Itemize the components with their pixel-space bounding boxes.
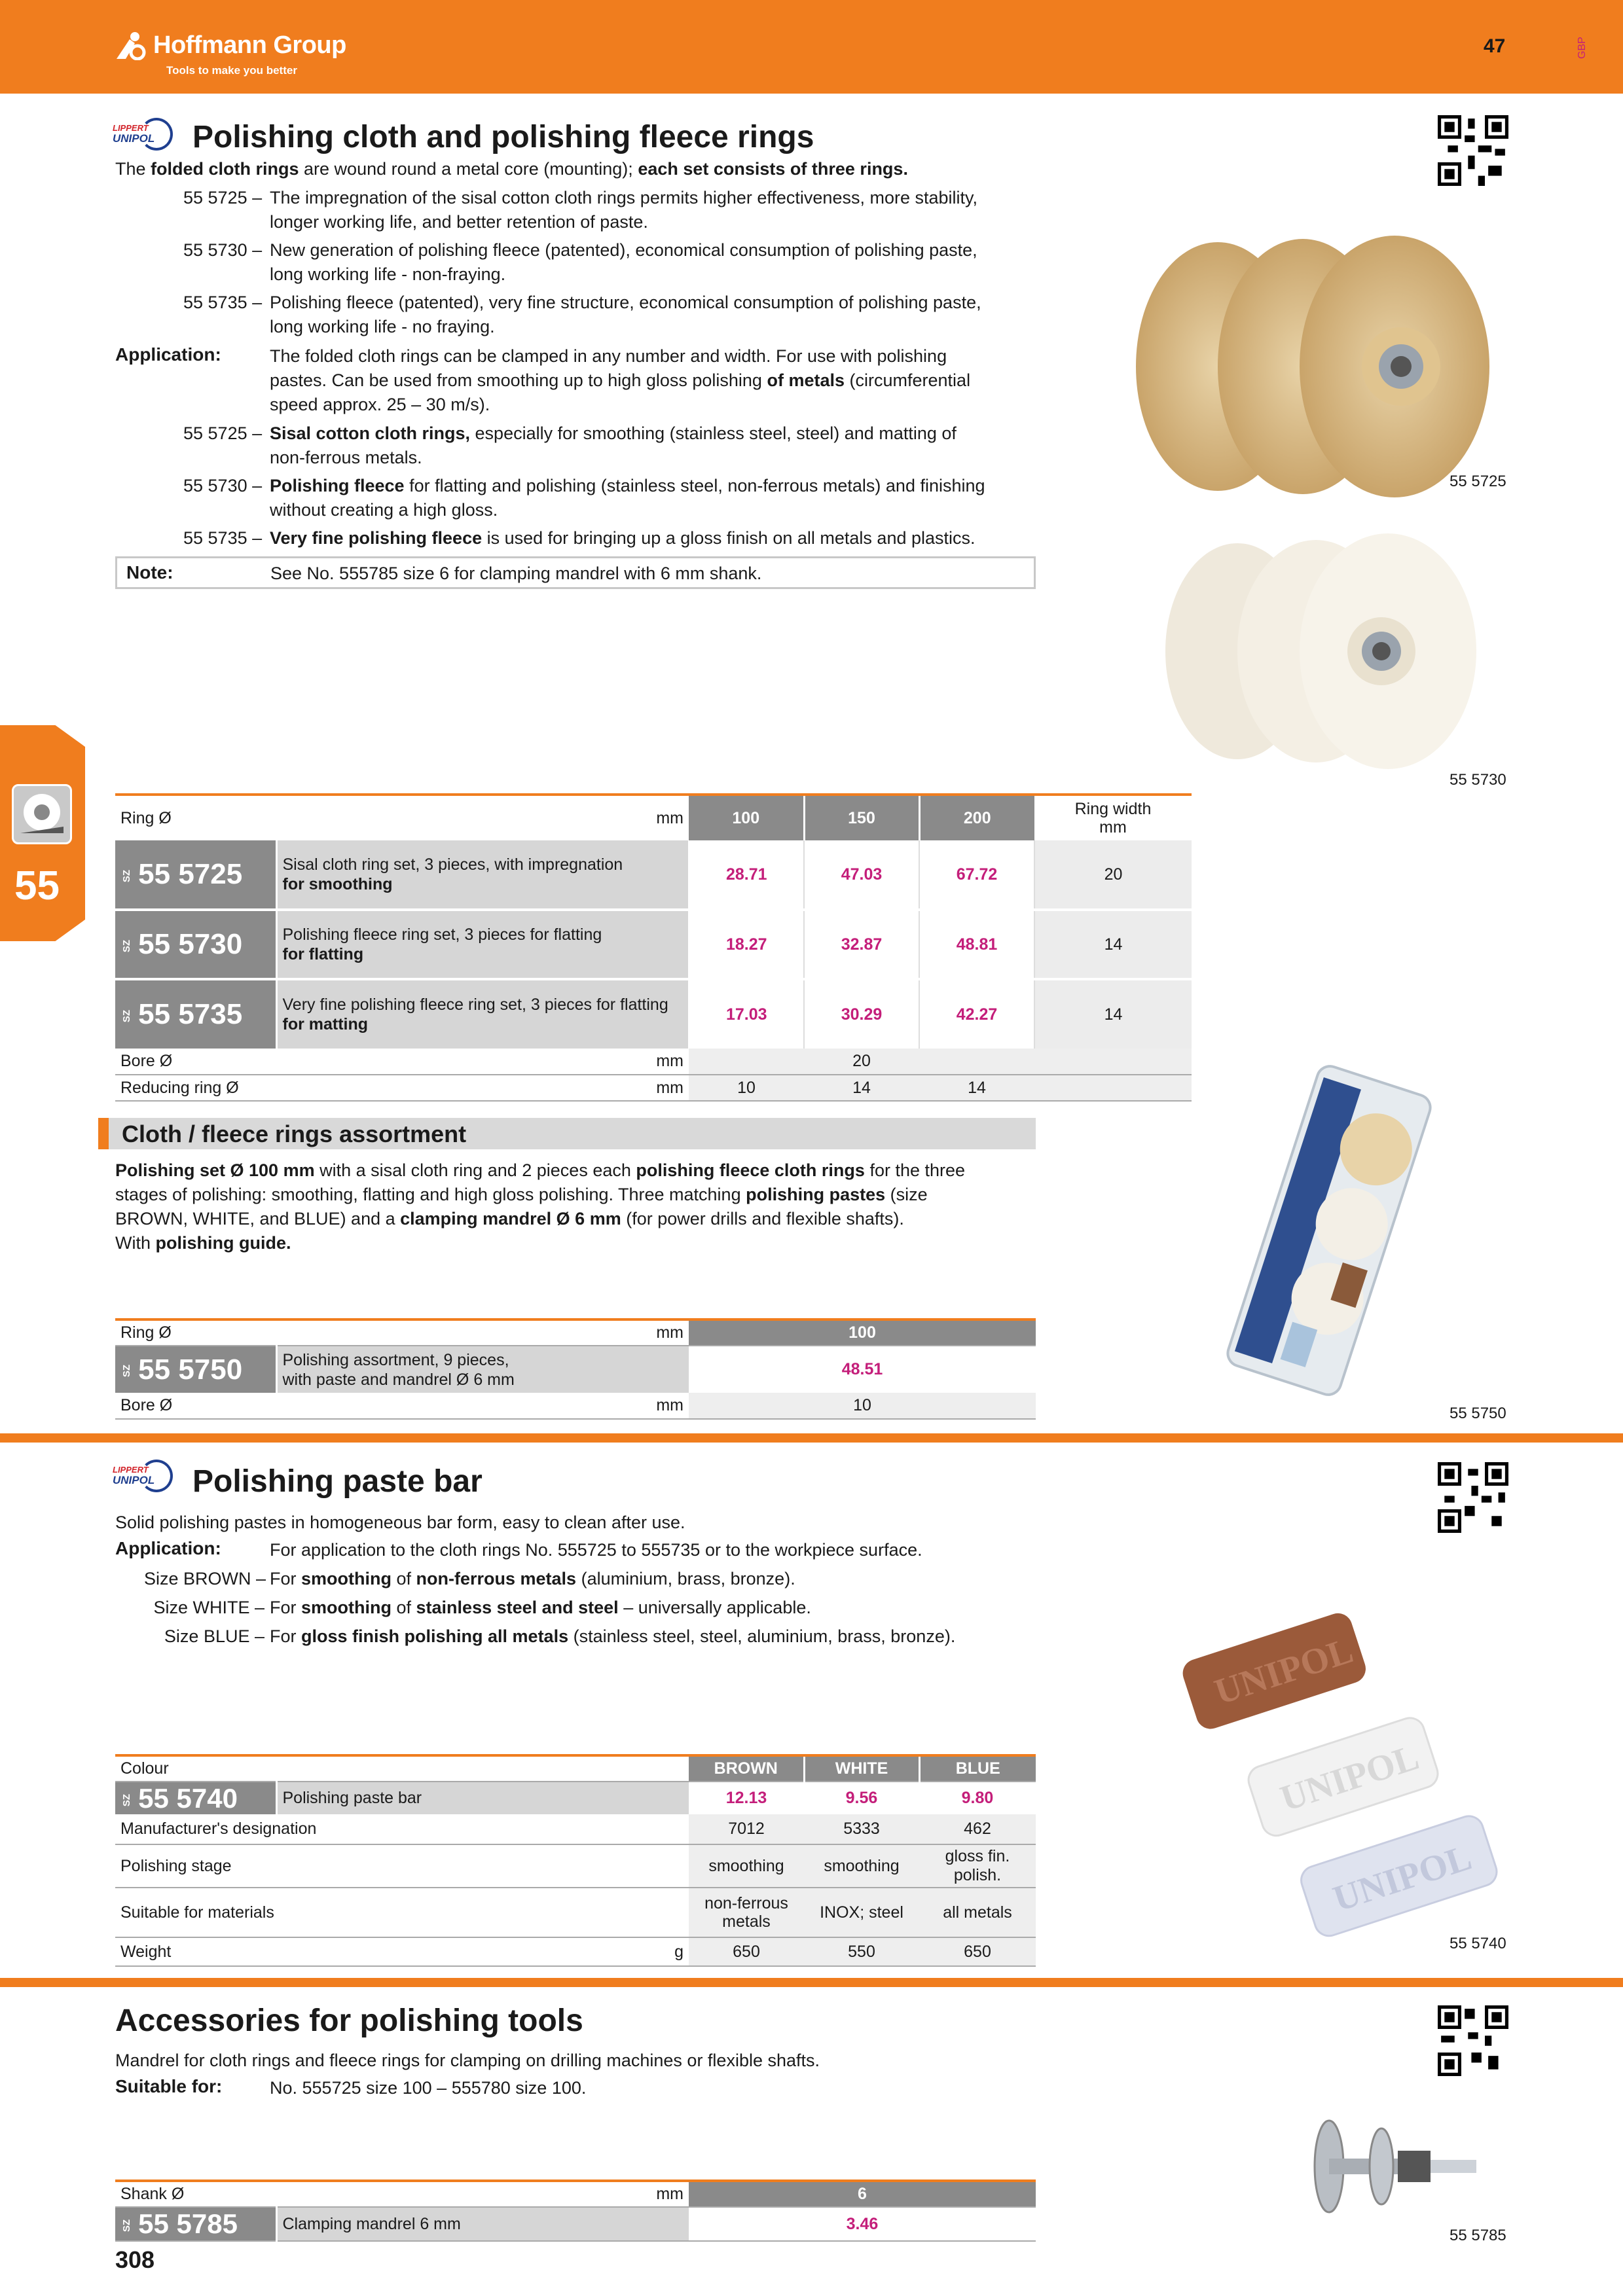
table-header-row <box>115 1755 1036 1782</box>
row-description: Polishing paste bar <box>276 1782 689 1814</box>
header-size: 100 <box>689 795 804 840</box>
stage-value: smoothing <box>689 1844 804 1888</box>
header-size: 150 <box>804 795 919 840</box>
desc-text: The impregnation of the sisal cotton cloth rings permits higher effectiveness, more stability, <box>270 188 978 207</box>
bore-row <box>115 1049 1192 1075</box>
header-size: 100 <box>689 1319 1036 1346</box>
header-size: 200 <box>919 795 1034 840</box>
desc-text: New generation of polishing fleece (patented), economical consumption of polishing paste, <box>270 240 977 260</box>
application-text: For application to the cloth rings No. 555725 to 555735 or to the workpiece surface. <box>270 1540 922 1560</box>
article-number[interactable]: SZ 55 5750 <box>115 1346 276 1393</box>
sec2-text: Polishing set Ø 100 mm with a sisal cloth ring and 2 pieces each polishing fleece cloth rings for the three <box>115 1160 966 1180</box>
image-caption: 55 5785 <box>1450 2227 1506 2244</box>
mandrel-price-table <box>115 2179 1036 2242</box>
price-cell[interactable]: 30.29 <box>804 979 919 1049</box>
mfr-label: Manufacturer's designation <box>115 1814 689 1844</box>
price-cell[interactable]: 18.27 <box>689 910 804 979</box>
header-colour-blue: BLUE <box>919 1755 1036 1782</box>
price-cell[interactable]: 42.27 <box>919 979 1034 1049</box>
application-text: The folded cloth rings can be clamped in any number and width. For use with polishing <box>270 346 947 366</box>
note-box <box>115 556 1036 589</box>
manufacturer-row <box>115 1814 1036 1844</box>
table-header-row <box>115 2181 1036 2207</box>
app-item: without creating a high gloss. <box>270 500 498 520</box>
materials-value: non-ferrous metals <box>689 1888 804 1937</box>
svg-text:UNIPOL: UNIPOL <box>1209 1630 1359 1713</box>
reducing-unit: mm <box>276 1075 689 1101</box>
table-header-row <box>115 795 1192 840</box>
header-size: 6 <box>689 2181 1036 2207</box>
paste-bar-table <box>115 1754 1036 1967</box>
header-unit: mm <box>656 1323 684 1342</box>
reducing-value: 14 <box>804 1075 919 1101</box>
svg-text:UNIPOL: UNIPOL <box>1328 1837 1477 1920</box>
empty-cell <box>1034 1075 1192 1101</box>
price-cell[interactable]: 28.71 <box>689 840 804 910</box>
mfr-value: 462 <box>919 1814 1036 1844</box>
header-colour-white: WHITE <box>804 1755 919 1782</box>
currency-code: GBP <box>1577 37 1588 59</box>
reducing-value: 10 <box>689 1075 804 1101</box>
app-code: 55 5725 – <box>183 423 263 443</box>
price-cell[interactable]: 32.87 <box>804 910 919 979</box>
article-number[interactable]: SZ 55 5725 <box>115 840 276 910</box>
mfr-value: 5333 <box>804 1814 919 1844</box>
bore-value: 10 <box>689 1393 1036 1419</box>
bore-label: Bore Ø <box>115 1049 276 1075</box>
table-row[interactable] <box>115 840 1192 910</box>
price-cell[interactable]: 3.46 <box>846 2214 879 2233</box>
size-text: For gloss finish polishing all metals (stainless steel, steel, aluminium, brass, bronze). <box>270 1626 956 1646</box>
logo-tagline: Tools to make you better <box>166 64 297 77</box>
row-description: Sisal cloth ring set, 3 pieces, with impregnation for smoothing <box>276 840 689 910</box>
sec1-intro: The folded cloth rings are wound round a metal core (mounting); each set consists of three rings. <box>115 159 908 179</box>
sec2-text: stages of polishing: smoothing, flatting and high gloss polishing. Three matching polishing pastes (size <box>115 1185 928 1204</box>
section-divider <box>0 1433 1623 1443</box>
suitable-label: Suitable for: <box>115 2076 223 2096</box>
weight-row <box>115 1937 1036 1966</box>
application-text: pastes. Can be used from smoothing up to high gloss polishing of metals (circumferential <box>270 370 971 390</box>
app-code: 55 5735 – <box>183 528 263 548</box>
weight-unit: g <box>276 1937 689 1966</box>
note-label: Note: <box>126 562 173 583</box>
rings-price-table <box>115 793 1192 1102</box>
svg-text:UNIPOL: UNIPOL <box>1275 1736 1424 1820</box>
logo-mark-icon <box>115 31 148 60</box>
header-unit: mm <box>656 2185 684 2203</box>
clamping-mandrel-image <box>1283 2108 1480 2225</box>
application-label: Application: <box>115 344 221 365</box>
size-text: For smoothing of stainless steel and steel – universally applicable. <box>270 1598 811 1617</box>
price-cell[interactable]: 48.81 <box>919 910 1034 979</box>
materials-value: all metals <box>919 1888 1036 1937</box>
section-tab-number: 55 <box>14 863 60 908</box>
header-unit: mm <box>656 808 684 827</box>
assortment-price-table <box>115 1318 1036 1420</box>
weight-value: 650 <box>919 1937 1036 1966</box>
bore-unit: mm <box>276 1393 689 1419</box>
size-code: Size BLUE – <box>164 1626 264 1646</box>
ring-width-cell: 14 <box>1034 910 1192 979</box>
lippert-unipol-logo: LIPPERT UNIPOL <box>113 1460 178 1498</box>
app-item: Very fine polishing fleece is used for bringing up a gloss finish on all metals and plastics. <box>270 528 976 548</box>
polishing-wheel-icon <box>12 784 72 844</box>
row-description: Clamping mandrel 6 mm <box>276 2207 689 2241</box>
header-ring: Ring Ø <box>120 808 172 827</box>
section-title-accessories: Accessories for polishing tools <box>115 2003 583 2038</box>
header-colour-brown: BROWN <box>689 1755 804 1782</box>
desc-code: 55 5725 – <box>183 188 263 207</box>
empty-cell <box>1034 1049 1192 1075</box>
price-cell[interactable]: 9.80 <box>961 1789 994 1807</box>
footer-page-number: 308 <box>115 2246 155 2273</box>
desc-text: Polishing fleece (patented), very fine structure, economical consumption of polishing paste, <box>270 293 981 312</box>
page-header <box>0 0 1623 94</box>
app-item: Sisal cotton cloth rings, especially for smoothing (stainless steel, steel) and matting of <box>270 423 957 443</box>
subsection-header <box>98 1118 1036 1149</box>
bore-value: 20 <box>689 1049 1034 1075</box>
materials-label: Suitable for materials <box>115 1888 689 1937</box>
polishing-fleece-rings-image <box>1165 527 1493 776</box>
suitable-text: No. 555725 size 100 – 555780 size 100. <box>270 2078 587 2098</box>
weight-value: 550 <box>804 1937 919 1966</box>
row-description: Polishing assortment, 9 pieces, with paste and mandrel Ø 6 mm <box>276 1346 689 1393</box>
image-caption: 55 5750 <box>1450 1405 1506 1422</box>
subsection-title: Cloth / fleece rings assortment <box>122 1121 467 1147</box>
logo-name: Hoffmann Group <box>153 31 346 59</box>
ring-width-cell: 20 <box>1034 840 1192 910</box>
table-header-row <box>115 1319 1036 1346</box>
qr-code-icon[interactable] <box>1438 1462 1508 1533</box>
section-divider <box>0 1978 1623 1987</box>
size-text: For smoothing of non-ferrous metals (aluminium, brass, bronze). <box>270 1569 795 1588</box>
desc-code: 55 5735 – <box>183 293 263 312</box>
price-cell[interactable]: 12.13 <box>725 1789 767 1807</box>
app-item: non-ferrous metals. <box>270 448 422 467</box>
header-shank: Shank Ø <box>120 2185 185 2203</box>
materials-row <box>115 1888 1036 1937</box>
section-title-polishing-rings: Polishing cloth and polishing fleece rings <box>192 120 814 154</box>
size-code: Size WHITE – <box>153 1598 264 1617</box>
weight-label: Weight <box>115 1937 276 1966</box>
desc-text: longer working life, and better retention of paste. <box>270 212 648 232</box>
price-cell[interactable]: 47.03 <box>804 840 919 910</box>
app-item: Polishing fleece for flatting and polishing (stainless steel, non-ferrous metals) and finishing <box>270 476 985 495</box>
qr-code-icon[interactable] <box>1438 115 1508 186</box>
mfr-value: 7012 <box>689 1814 804 1844</box>
application-label: Application: <box>115 1538 221 1558</box>
sec2-text: BROWN, WHITE, and BLUE) and a clamping mandrel Ø 6 mm (for power drills and flexible shafts). <box>115 1209 904 1229</box>
image-caption: 55 5730 <box>1450 771 1506 789</box>
article-number[interactable]: SZ 55 5785 <box>115 2207 276 2241</box>
size-code: Size BROWN – <box>144 1569 266 1588</box>
header-ring-width: Ring width mm <box>1074 800 1152 836</box>
app-code: 55 5730 – <box>183 476 263 495</box>
note-text: See No. 555785 size 6 for clamping mandrel with 6 mm shank. <box>270 564 762 583</box>
materials-value: INOX; steel <box>804 1888 919 1937</box>
reducing-ring-row <box>115 1075 1192 1101</box>
application-text: speed approx. 25 – 30 m/s). <box>270 395 490 414</box>
article-number[interactable]: SZ 55 5735 <box>115 979 276 1049</box>
desc-text: long working life - no fraying. <box>270 317 495 336</box>
table-row[interactable] <box>115 1782 1036 1814</box>
stage-label: Polishing stage <box>115 1844 689 1888</box>
lippert-unipol-logo: LIPPERT UNIPOL <box>113 118 178 156</box>
polishing-set-image <box>1211 1060 1447 1401</box>
image-caption: 55 5740 <box>1450 1935 1506 1952</box>
hoffmann-logo[interactable] <box>115 26 390 85</box>
ring-width-cell: 14 <box>1034 979 1192 1049</box>
price-cell[interactable]: 67.72 <box>919 840 1034 910</box>
sec2-text: With polishing guide. <box>115 1233 291 1253</box>
price-cell[interactable]: 9.56 <box>845 1789 878 1807</box>
desc-text: long working life - non-fraying. <box>270 264 506 284</box>
reducing-value: 14 <box>919 1075 1034 1101</box>
row-description: Very fine polishing fleece ring set, 3 pieces for flatting for matting <box>276 979 689 1049</box>
sec3-intro: Solid polishing pastes in homogeneous bar form, easy to clean after use. <box>115 1513 685 1532</box>
price-cell[interactable]: 17.03 <box>689 979 804 1049</box>
table-row[interactable] <box>115 2207 1036 2241</box>
article-number[interactable]: SZ 55 5730 <box>115 910 276 979</box>
table-row[interactable] <box>115 910 1192 979</box>
stage-value: gloss fin. polish. <box>919 1844 1036 1888</box>
table-row[interactable] <box>115 1346 1036 1393</box>
bore-row <box>115 1393 1036 1419</box>
bore-unit: mm <box>276 1049 689 1075</box>
desc-code: 55 5730 – <box>183 240 263 260</box>
price-cell[interactable]: 48.51 <box>841 1360 883 1378</box>
paste-bars-image <box>1172 1597 1499 1950</box>
page-number: 47 <box>1484 35 1506 57</box>
header-ring: Ring Ø <box>120 1323 172 1342</box>
stage-row <box>115 1844 1036 1888</box>
image-caption: 55 5725 <box>1450 473 1506 490</box>
table-row[interactable] <box>115 979 1192 1049</box>
weight-value: 650 <box>689 1937 804 1966</box>
reducing-label: Reducing ring Ø <box>115 1075 276 1101</box>
header-colour: Colour <box>120 1759 169 1778</box>
sec4-intro: Mandrel for cloth rings and fleece rings for clamping on drilling machines or flexible shafts. <box>115 2051 820 2070</box>
bore-label: Bore Ø <box>115 1393 276 1419</box>
qr-code-icon[interactable] <box>1438 2005 1508 2076</box>
section-title-paste-bar: Polishing paste bar <box>192 1464 483 1499</box>
row-description: Polishing fleece ring set, 3 pieces for flatting for flatting <box>276 910 689 979</box>
stage-value: smoothing <box>804 1844 919 1888</box>
sisal-cloth-rings-image <box>1133 216 1499 497</box>
article-number[interactable]: SZ 55 5740 <box>115 1782 276 1814</box>
